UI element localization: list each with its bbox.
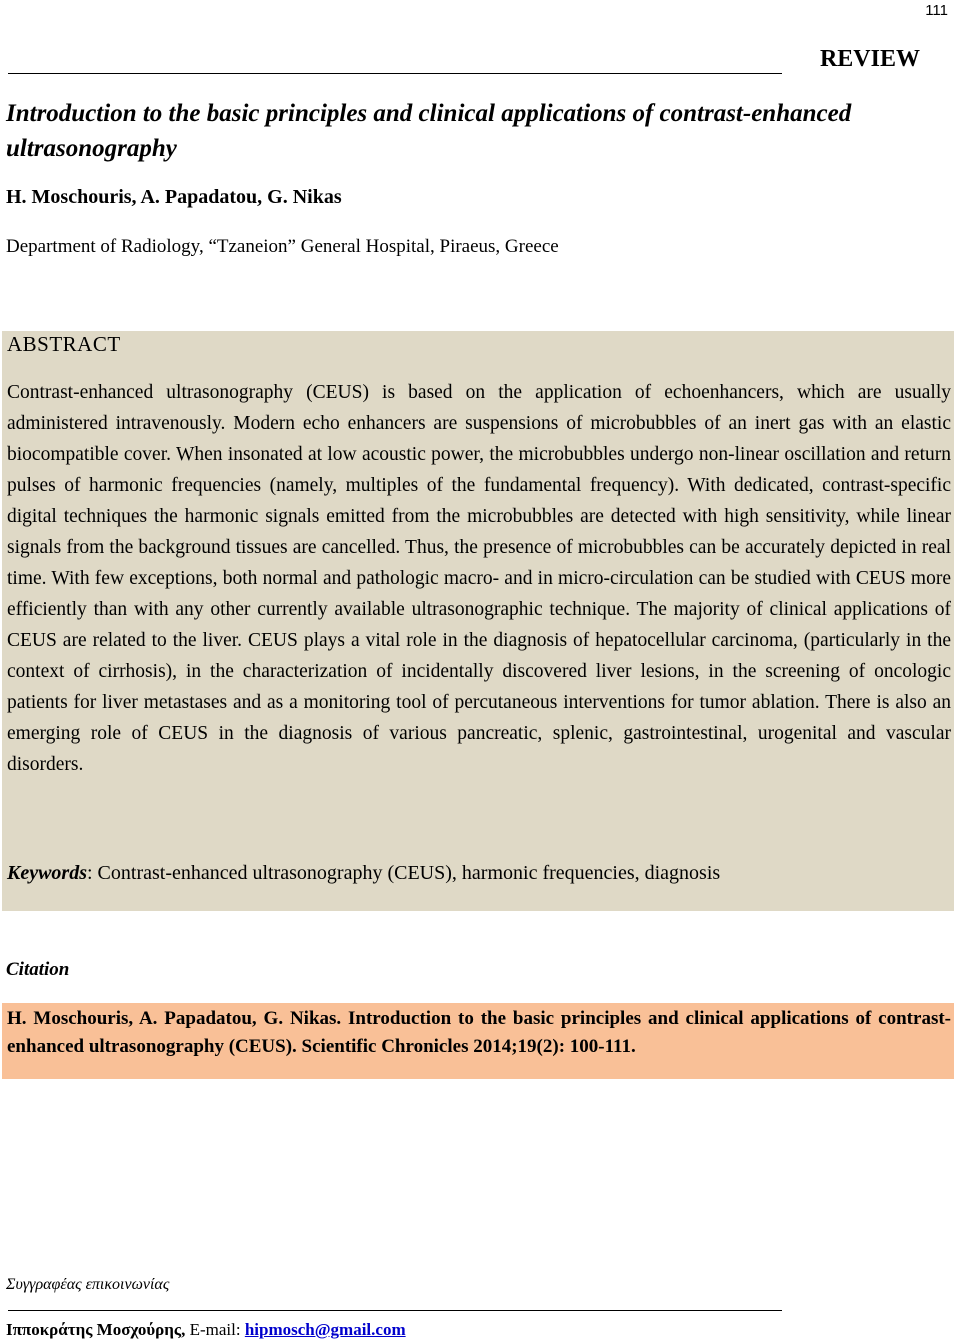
citation-text: H. Moschouris, A. Papadatou, G. Nikas. Introduction to the basic principles and clinical applications of contrast-enhanced ultrasonography (CEUS). Scientific Chronicles 2014;19(2): 100-111. [7, 1008, 951, 1057]
citation-heading: Citation [6, 959, 70, 980]
keywords-line [7, 862, 720, 885]
abstract-text: Contrast-enhanced ultrasonography (CEUS) is based on the application of echoenhancers, which are usually administered intravenously. Modern echo enhancers are suspensions of microbubbles of an inert gas with an elastic biocompatible cover. When insonated at low acoustic power, the microbubbles undergo non-linear oscillation and return pulses of harmonic frequencies (namely, multiples of the fundamental frequency). With dedicated, contrast-specific digital techniques the harmonic signals emitted from the microbubbles are detected with high sensitivity, while linear signals from the background tissues are cancelled. Thus, the presence of microbubbles can be accurately depicted in real time. With few exceptions, both normal and pathologic macro- and in micro-circulation can be studied with CEUS more efficiently than with any other currently available ultrasonographic technique. The majority of clinical applications of CEUS are related to the liver. CEUS plays a vital role in the diagnosis of hepatocellular carcinoma, (particularly in the context of cirrhosis), in the characterization of incidentally discovered liver lesions, in the screening of oncologic patients for liver metastases and as a monitoring tool of percutaneous interventions for tumor ablation. There is also an emerging role of CEUS in the diagnosis of various pancreatic, splenic, gastrointestinal, urogenital and vascular disorders. [7, 382, 951, 775]
footer-rule [8, 1310, 782, 1311]
article-authors: H. Moschouris, A. Papadatou, G. Nikas [6, 186, 342, 208]
header-rule [8, 73, 782, 74]
abstract-heading: ABSTRACT [7, 332, 121, 356]
email-label: E-mail: [185, 1320, 245, 1339]
corresponding-author-name: Ιπποκράτης Μοσχούρης, [6, 1320, 186, 1339]
corresponding-author-label: Συγγραφέας επικοινωνίας [6, 1276, 170, 1293]
article-title: Introduction to the basic principles and clinical applications of contrast-enhanced ultrasonography [6, 100, 852, 162]
keywords-list: : Contrast-enhanced ultrasonography (CEUS), harmonic frequencies, diagnosis [87, 862, 721, 884]
email-link[interactable]: hipmosch@gmail.com [244, 1320, 406, 1339]
article-affiliation: Department of Radiology, “Tzaneion” General Hospital, Piraeus, Greece [6, 236, 559, 257]
page-number: 111 [925, 2, 948, 19]
keywords-label: Keywords [7, 862, 87, 884]
citation-box [2, 1003, 954, 1079]
abstract-box [2, 331, 954, 911]
section-label: REVIEW [819, 46, 920, 72]
corresponding-author-line [6, 1320, 406, 1340]
